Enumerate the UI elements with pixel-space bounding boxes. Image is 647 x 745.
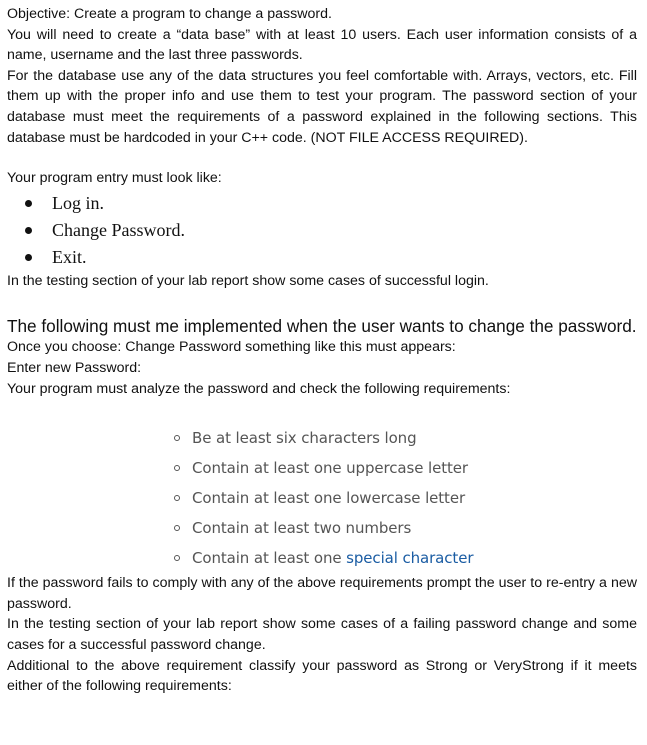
requirement-item: Be at least six characters long	[7, 423, 637, 453]
special-character-link[interactable]: special character	[346, 549, 474, 568]
users-paragraph: You will need to create a “data base” with at least 10 users. Each user information consists of a name, username and the last three passwords.	[7, 26, 637, 64]
entry-option-login: Log in.	[7, 190, 637, 217]
requirements-list	[7, 423, 637, 573]
requirement-item: Contain at least two numbers	[7, 513, 637, 543]
entry-option-change-password: Change Password.	[7, 217, 637, 244]
requirement-item: Contain at least one uppercase letter	[7, 453, 637, 483]
classify-note: Additional to the above requirement classify your password as Strong or VeryStrong if it meets either of the following requirements:	[7, 657, 637, 695]
entry-label: Your program entry must look like:	[7, 170, 222, 187]
change-password-heading: The following must me implemented when the user wants to change the password.	[7, 316, 637, 337]
change-line-1: Once you choose: Change Password something like this must appears:	[7, 339, 456, 356]
change-line-3: Your program must analyze the password and check the following requirements:	[7, 380, 511, 397]
database-paragraph: For the database use any of the data structures you feel comfortable with. Arrays, vectors, etc. Fill them up with the proper info and use them to test your program. The password section of your database must meet the requirements of a password explained in the following sections. This database must be hardcoded in your C++ code. (NOT FILE ACCESS REQUIRED).	[7, 67, 637, 146]
change-testing-note: In the testing section of your lab report show some cases of a failing password change and some cases for a successful password change.	[7, 616, 637, 653]
requirement-text: Contain at least one	[192, 549, 347, 568]
fail-note: If the password fails to comply with any of the above requirements prompt the user to re-entry a new password.	[7, 575, 637, 612]
blank-line	[7, 148, 637, 168]
requirement-item: Contain at least one lowercase letter	[7, 483, 637, 513]
requirement-item	[7, 543, 637, 573]
entry-option-exit: Exit.	[7, 244, 637, 271]
entry-options-list	[7, 190, 637, 271]
login-testing-note: In the testing section of your lab report show some cases of successful login.	[7, 272, 489, 289]
objective-line: Objective: Create a program to change a password.	[7, 6, 332, 22]
document-page	[7, 4, 637, 697]
change-line-2: Enter new Password:	[7, 359, 142, 376]
